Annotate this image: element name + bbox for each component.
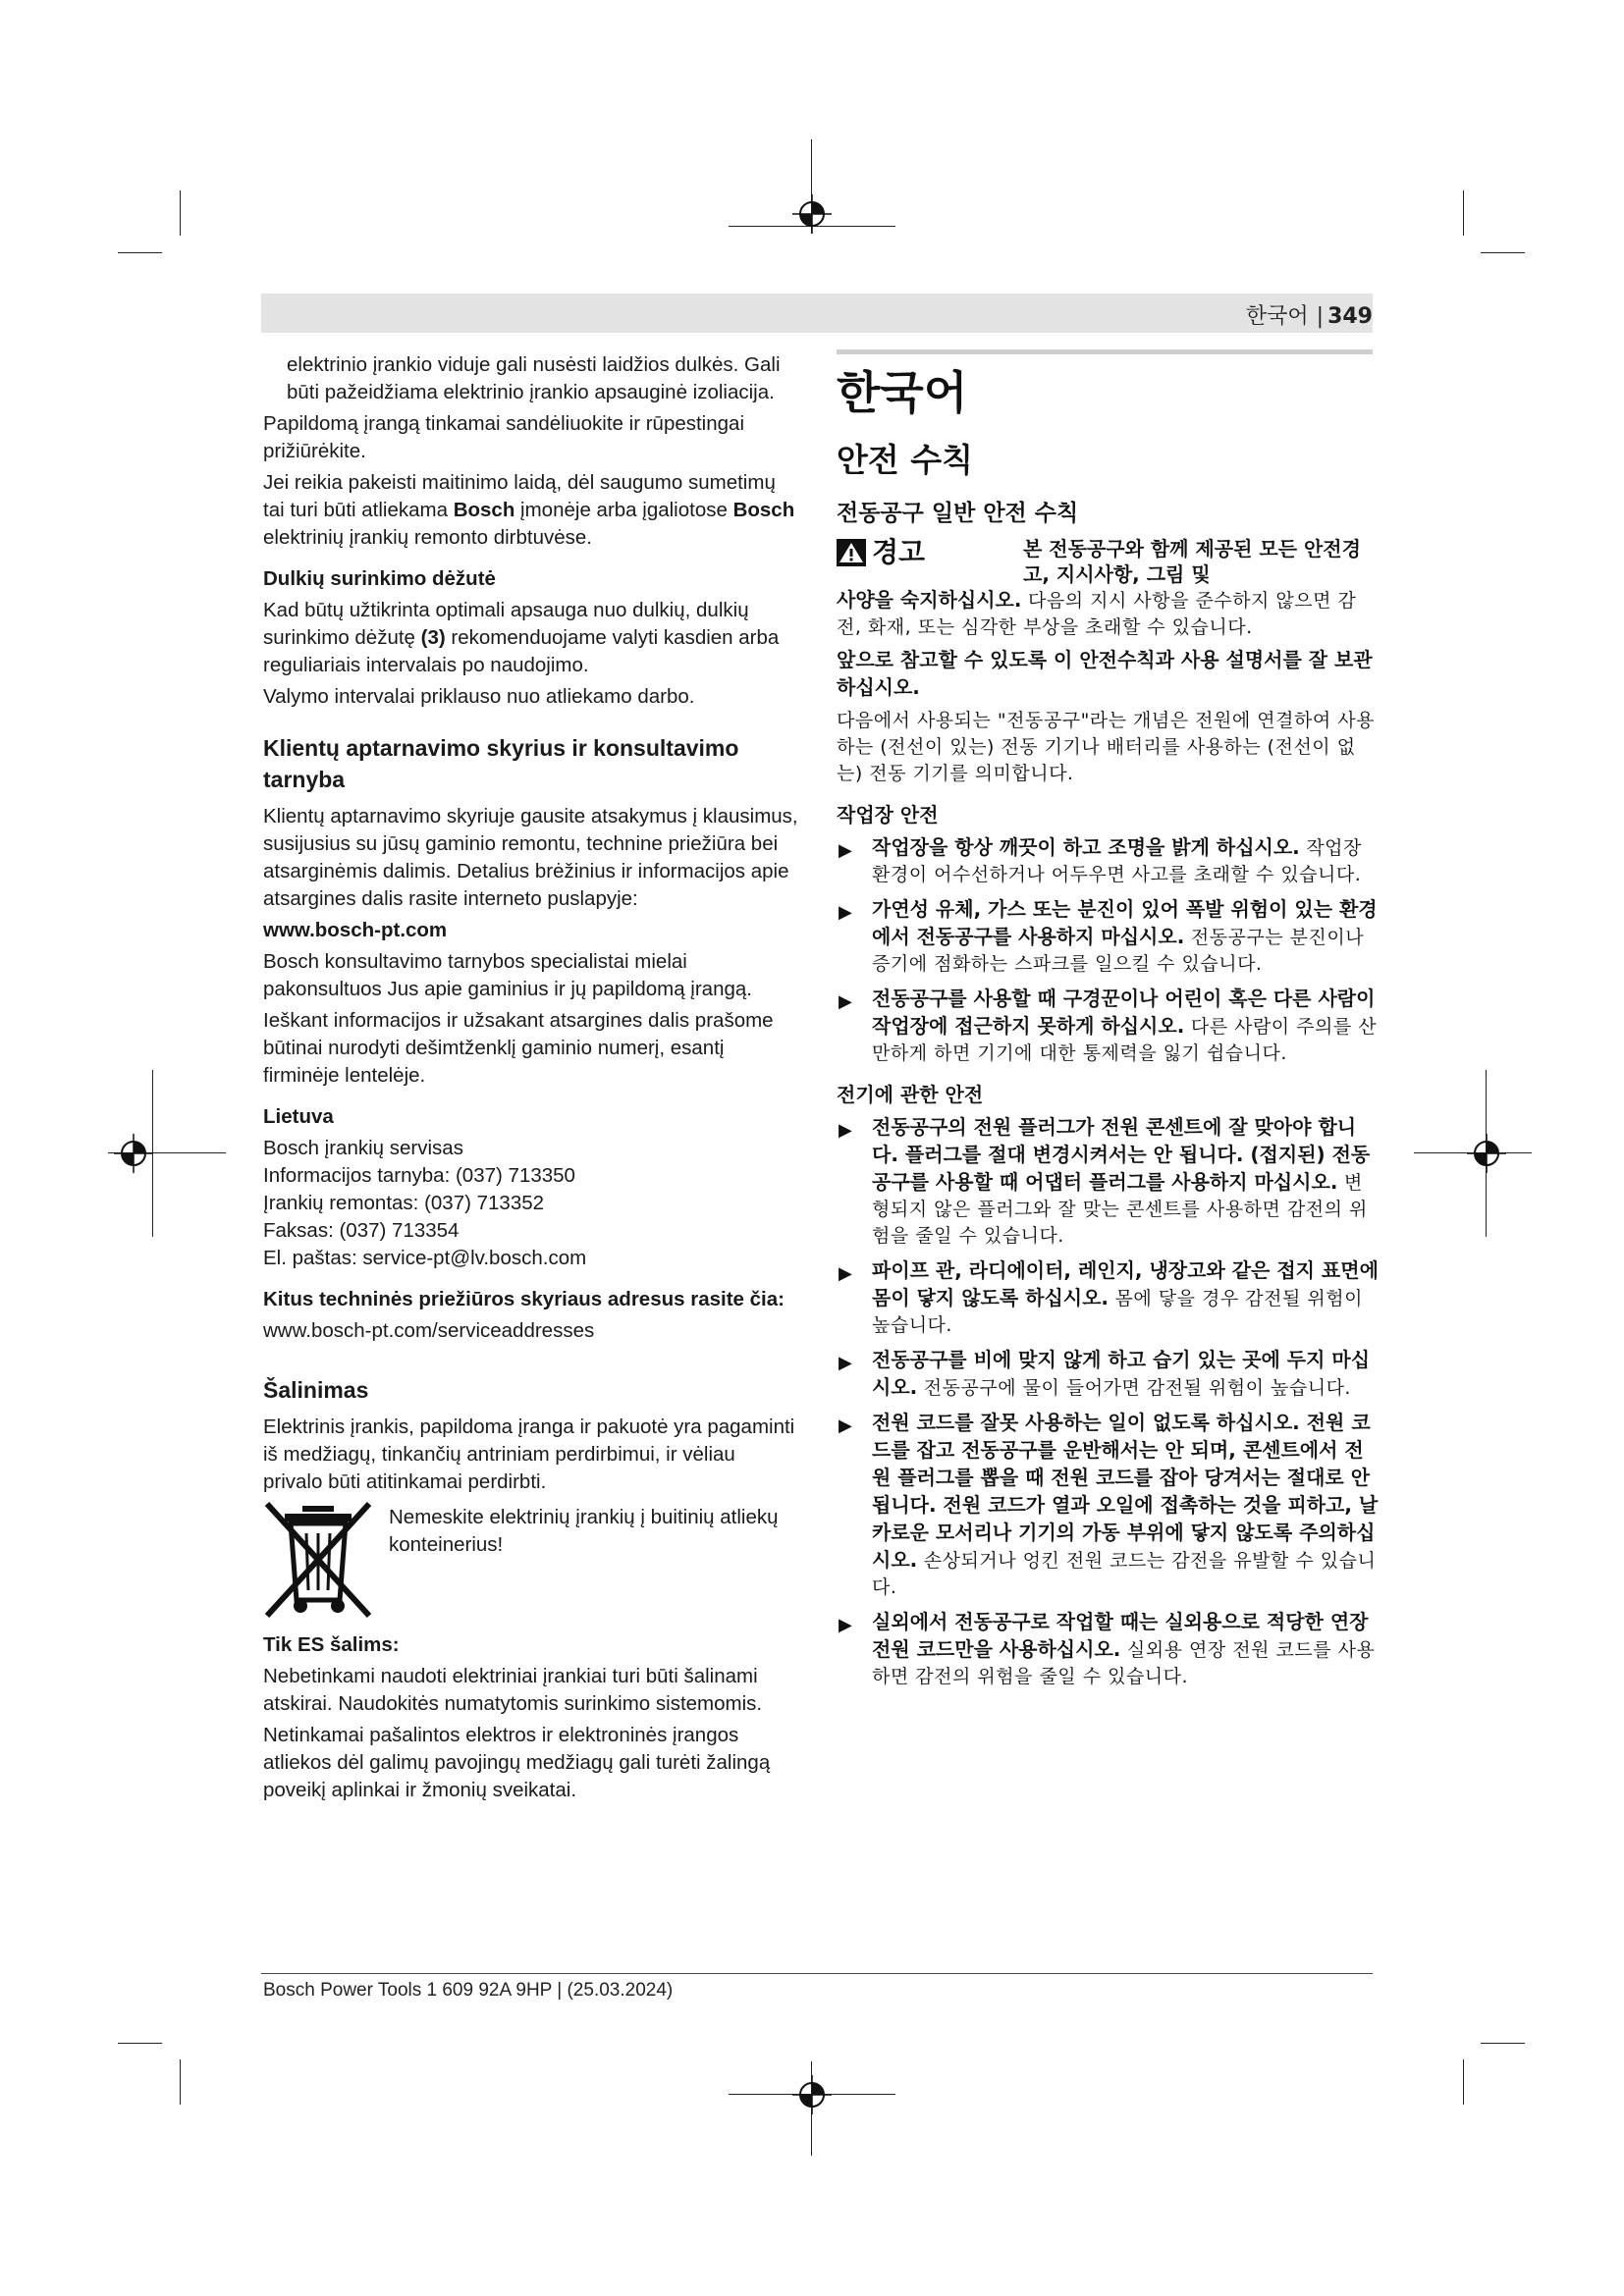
- warning-triangle-icon: [837, 539, 866, 566]
- section-heading: Šalinimas: [263, 1377, 369, 1403]
- reference-number: (3): [420, 626, 446, 649]
- bullet-triangle-icon: ▶: [839, 1120, 853, 1141]
- contact-line: Faksas: (037) 713354: [263, 1219, 460, 1242]
- crop-mark: [118, 252, 162, 253]
- emphasis-text: 전동공구의 전원 플러그가 전원 콘센트에 잘 맞아야 합니다. 플러그를 절대 변경시켜서는 안 됩니다. (접지된) 전동공구를 사용할 때 어댑터 플러그를 사용하지 마십시오.: [872, 1115, 1371, 1194]
- list-item: [837, 896, 1379, 978]
- emphasis-text: 사양을 숙지하십시오.: [837, 588, 1022, 612]
- footer-rule: [261, 1973, 1373, 1974]
- text-run: 다음의 지시 사항을 준수하지 않으면 감전, 화재, 또는 심각한 부상을 초래할 수 있습니다.: [837, 590, 1357, 638]
- list-item: [837, 1114, 1379, 1250]
- bullet-triangle-icon: ▶: [839, 840, 853, 861]
- text-run: įmonėje arba įgaliotose: [514, 499, 733, 521]
- text-run: Kad būtų užtikrinta optimali apsauga nuo dulkių, dulkių surinkimo dėžutę: [263, 599, 749, 649]
- list-item: [837, 1609, 1379, 1690]
- crop-mark: [1481, 2043, 1525, 2044]
- list-item: [837, 1410, 1379, 1601]
- language-title: 한국어: [837, 366, 968, 419]
- column-top-rule: [837, 349, 1373, 354]
- emphasis-text: 실외에서 전동공구로 작업할 때는 실외용으로 적당한 연장 전원 코드만을 사용하십시오.: [872, 1610, 1369, 1661]
- crop-mark: [1463, 190, 1464, 236]
- contact-line[interactable]: El. paštas: service-pt@lv.bosch.com: [263, 1247, 587, 1269]
- bullet-triangle-icon: ▶: [839, 1615, 853, 1635]
- brand-name: Bosch: [453, 499, 515, 521]
- bullet-triangle-icon: ▶: [839, 991, 853, 1012]
- registration-mark-icon: [792, 194, 832, 234]
- weee-notice: [263, 1502, 798, 1618]
- list-item: [837, 1257, 1379, 1339]
- crop-mark: [118, 2043, 162, 2044]
- brand-name: Bosch: [732, 499, 795, 521]
- text-run: 손상되거나 엉킨 전원 코드는 감전을 유발할 수 있습니다.: [872, 1550, 1377, 1598]
- warning-word: 경고: [872, 536, 926, 568]
- paragraph: Netinkamai pašalintos elektros ir elektroninės įrangos atliekos dėl galimų pavojingų medžiagų gali turėti žalingą poveikį aplinkai ir žmonių sveikatai.: [263, 1724, 771, 1801]
- paragraph: Elektrinis įrankis, papildoma įranga ir pakuotė yra pagaminti iš medžiagų, tinkančių antriniam perdirbimui, ir vėliau privalo būti atitinkamai perdirbti.: [263, 1415, 795, 1493]
- website-link[interactable]: www.bosch-pt.com: [263, 919, 448, 941]
- emphasis-text: 가연성 유체, 가스 또는 분진이 있어 폭발 위험이 있는 환경에서 전동공구를 사용하지 마십시오.: [872, 897, 1378, 948]
- text-run: 다른 사람이 주의를 산만하게 하면 기기에 대한 통제력을 잃기 쉽습니다.: [872, 1016, 1378, 1064]
- contact-line: Bosch įrankių servisas: [263, 1137, 463, 1159]
- crop-mark: [180, 190, 181, 236]
- paragraph: elektrinio įrankio viduje gali nusėsti laidžios dulkės. Gali būti pažeidžiama elektrinio įrankio apsauginė izoliacija.: [287, 353, 781, 403]
- bullet-list: [837, 834, 1379, 1067]
- text-run: 전동공구에 물이 들어가면 감전될 위험이 높습니다.: [917, 1377, 1351, 1399]
- emphasis-text: 작업장을 항상 깨끗이 하고 조명을 밝게 하십시오.: [872, 835, 1300, 859]
- chapter-title: 안전 수칙: [837, 441, 974, 479]
- website-link[interactable]: www.bosch-pt.com/serviceaddresses: [263, 1319, 595, 1342]
- paragraph: Klientų aptarnavimo skyriuje gausite atsakymus į klausimus, susijusius su jūsų gaminio remontu, technine priežiūra bei atsarginėmis dalimis. Detalius brėžinius ir informacijos apie atsargines dalis rasite interneto puslapyje:: [263, 805, 798, 910]
- emphasis-text: 앞으로 참고할 수 있도록 이 안전수칙과 사용 설명서를 잘 보관하십시오.: [837, 648, 1373, 699]
- crop-mark: [1463, 2059, 1464, 2105]
- page-number: 349: [1327, 304, 1373, 329]
- page-footer: Bosch Power Tools 1 609 92A 9HP | (25.03.2024): [263, 1980, 674, 2001]
- paragraph: Ieškant informacijos ir užsakant atsargines dalis prašome būtinai nurodyti dešimtženklį gaminio numerį, esantį firminėje lentelėje.: [263, 1009, 774, 1087]
- paragraph: Valymo intervalai priklauso nuo atliekamo darbo.: [263, 685, 695, 708]
- text-run: 실외용 연장 전원 코드를 사용하면 감전의 위험을 줄일 수 있습니다.: [872, 1639, 1376, 1687]
- paragraph: [263, 469, 798, 552]
- text-run: 전동공구는 분진이나 증기에 점화하는 스파크를 일으킬 수 있습니다.: [872, 927, 1365, 975]
- text-run: Jei reikia pakeisti maitinimo laidą, dėl saugumo sumetimų tai turi būti atliekama: [263, 471, 776, 521]
- registration-mark-icon: [114, 1134, 153, 1173]
- emphasis-text: 전원 코드를 잘못 사용하는 일이 없도록 하십시오. 전원 코드를 잡고 전동공구를 운반해서는 안 되며, 콘센트에서 전원 플러그를 뽑을 때 전원 코드를 잡아 당겨서는 절대로 안 됩니다. 전원 코드가 열과 오일에 접촉하는 것을 피하고, 날카로운 모서리나 기기의 가동 부위에 닿지 않도록 주의하십시오.: [872, 1411, 1379, 1572]
- page-header: [1246, 299, 1373, 330]
- country-heading: Lietuva: [263, 1105, 334, 1128]
- text-run: 몸에 닿을 경우 감전될 위험이 높습니다.: [872, 1288, 1363, 1336]
- bullet-triangle-icon: ▶: [839, 1263, 853, 1284]
- page-header-band: [261, 294, 1373, 333]
- text-run: 변형되지 않은 플러그와 잘 맞는 콘센트를 사용하면 감전의 위험을 줄일 수 있습니다.: [872, 1172, 1368, 1247]
- bullet-triangle-icon: ▶: [839, 1353, 853, 1373]
- paragraph: [837, 587, 1379, 641]
- paragraph: Nebetinkami naudoti elektriniai įrankiai turi būti šalinami atskirai. Naudokitės numatytomis surinkimo sistemomis.: [263, 1665, 763, 1715]
- bullet-triangle-icon: ▶: [839, 1415, 853, 1436]
- header-separator: |: [1316, 304, 1325, 329]
- paragraph: Papildomą įrangą tinkamai sandėliuokite ir rūpestingai prižiūrėkite.: [263, 412, 744, 462]
- emphasis-text: 전동공구를 비에 맞지 않게 하고 습기 있는 곳에 두지 마십시오.: [872, 1348, 1371, 1399]
- contact-line: Įrankių remontas: (037) 713352: [263, 1192, 545, 1214]
- section-title: 전동공구 일반 안전 수칙: [837, 501, 1079, 526]
- warning-label: [837, 536, 1023, 569]
- section-heading: Klientų aptarnavimo skyrius ir konsultavimo tarnyba: [263, 735, 739, 792]
- list-item: [837, 1347, 1379, 1402]
- text-run: 작업장 환경이 어수선하거나 어두우면 사고를 초래할 수 있습니다.: [872, 837, 1362, 885]
- crossed-out-bin-icon: [263, 1502, 373, 1618]
- text-run: elektrinių įrankių remonto dirbtuvėse.: [263, 526, 592, 549]
- left-column: [263, 351, 798, 1808]
- crop-mark: [1481, 252, 1525, 253]
- weee-text: Nemeskite elektrinių įrankių į buitinių atliekų konteinerius!: [389, 1506, 779, 1556]
- warning-heading: 본 전동공구와 함께 제공된 모든 안전경고, 지시사항, 그림 및: [1023, 537, 1361, 586]
- registration-mark-icon: [1467, 1134, 1506, 1173]
- subsection-heading: 전기에 관한 안전: [837, 1083, 984, 1106]
- bullet-list: [837, 1114, 1379, 1690]
- section-heading: Dulkių surinkimo dėžutė: [263, 567, 496, 590]
- crop-mark: [180, 2059, 181, 2105]
- text-run: rekomenduojame valyti kasdien arba reguliariais intervalais po naudojimo.: [263, 626, 780, 676]
- registration-mark-icon: [792, 2075, 832, 2114]
- header-language: 한국어: [1245, 304, 1309, 329]
- right-column: [837, 365, 1379, 1698]
- subsection-heading: 작업장 안전: [837, 803, 939, 827]
- paragraph: 다음에서 사용되는 "전동공구"라는 개념은 전원에 연결하여 사용하는 (전선이 있는) 전동 기기나 배터리를 사용하는 (전선이 없는) 전동 기기를 의미합니다.: [837, 710, 1375, 784]
- section-heading: Tik ES šalims:: [263, 1633, 400, 1656]
- paragraph: [837, 647, 1379, 702]
- paragraph: [263, 597, 798, 679]
- list-item: [837, 834, 1379, 888]
- emphasis-text: 파이프 관, 라디에이터, 레인지, 냉장고와 같은 접지 표면에 몸이 닿지 않도록 하십시오.: [872, 1258, 1379, 1309]
- bullet-triangle-icon: ▶: [839, 902, 853, 923]
- contact-line: Informacijos tarnyba: (037) 713350: [263, 1164, 575, 1187]
- emphasis-text: 전동공구를 사용할 때 구경꾼이나 어린이 혹은 다른 사람이 작업장에 접근하지 못하게 하십시오.: [872, 987, 1376, 1038]
- warning-block: [837, 536, 1379, 587]
- section-heading: Kitus techninės priežiūros skyriaus adresus rasite čia:: [263, 1288, 785, 1310]
- paragraph: Bosch konsultavimo tarnybos specialistai mielai pakonsultuos Jus apie gaminius ir jų papildomą įrangą.: [263, 950, 752, 1000]
- list-item: [837, 986, 1379, 1067]
